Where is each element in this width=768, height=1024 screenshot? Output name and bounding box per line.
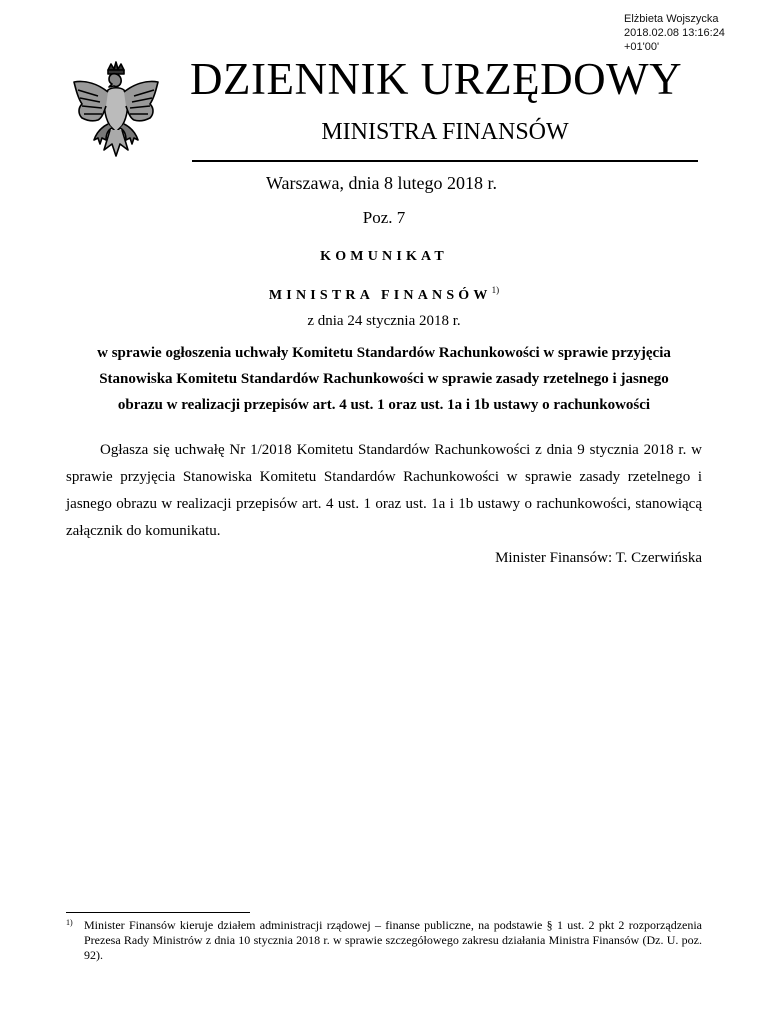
place-date: Warszawa, dnia 8 lutego 2018 r. xyxy=(266,173,497,193)
act-body-paragraph: Ogłasza się uchwałę Nr 1/2018 Komitetu Standardów Rachunkowości z dnia 9 stycznia 2018 r. w sprawie przyjęcia Stanowiska Komitetu Standardów Rachunkowości w sprawie zasady rzetelnego i jasnego obrazu w realizacji przepisów art. 4 ust. 1 oraz ust. 1a i 1b ustawy o rachunkowości, stanowiącą załącznik do komunikatu. xyxy=(66,442,702,539)
signature-timezone: +01'00' xyxy=(624,41,660,53)
signature-datetime: 2018.02.08 13:16:24 xyxy=(624,27,725,39)
polish-eagle-emblem-icon xyxy=(68,60,164,168)
act-subject xyxy=(66,340,702,418)
minister-signature: Minister Finansów: T. Czerwińska xyxy=(495,550,702,566)
journal-title: DZIENNIK URZĘDOWY xyxy=(190,54,683,104)
act-issuer-label: MINISTRA FINANSÓW xyxy=(268,288,492,303)
position-number: Poz. 7 xyxy=(362,208,406,227)
header-divider xyxy=(192,160,698,162)
act-date: z dnia 24 stycznia 2018 r. xyxy=(307,313,461,329)
subject-line: w sprawie ogłoszenia uchwały Komitetu Standardów Rachunkowości w sprawie przyjęcia xyxy=(97,345,671,361)
act-type xyxy=(66,244,702,269)
footnote-divider xyxy=(66,912,250,913)
subject-line: obrazu w realizacji przepisów art. 4 ust. 1 oraz ust. 1a i 1b ustawy o rachunkowości xyxy=(117,397,651,413)
footnote xyxy=(66,918,702,963)
journal-subtitle: MINISTRA FINANSÓW xyxy=(321,119,569,145)
act-type-label: KOMUNIKAT xyxy=(320,249,448,264)
issuer-footnote-ref[interactable]: 1) xyxy=(491,285,500,295)
digital-signature-stamp xyxy=(624,12,725,54)
act-issuer xyxy=(66,278,702,308)
signature-name: Elżbieta Wojszycka xyxy=(624,13,719,25)
subject-line: Stanowiska Komitetu Standardów Rachunkowości w sprawie zasady rzetelnego i jasnego xyxy=(99,371,669,387)
footnote-mark: 1) xyxy=(66,918,73,927)
footnote-text: Minister Finansów kieruje działem administracji rządowej – finanse publiczne, na podstawie § 1 ust. 2 pkt 2 rozporządzenia Prezesa Rady Ministrów z dnia 10 stycznia 2018 r. w sprawie szczegółowego zakresu działania Ministra Finansów (Dz. U. poz. 92). xyxy=(84,918,702,962)
